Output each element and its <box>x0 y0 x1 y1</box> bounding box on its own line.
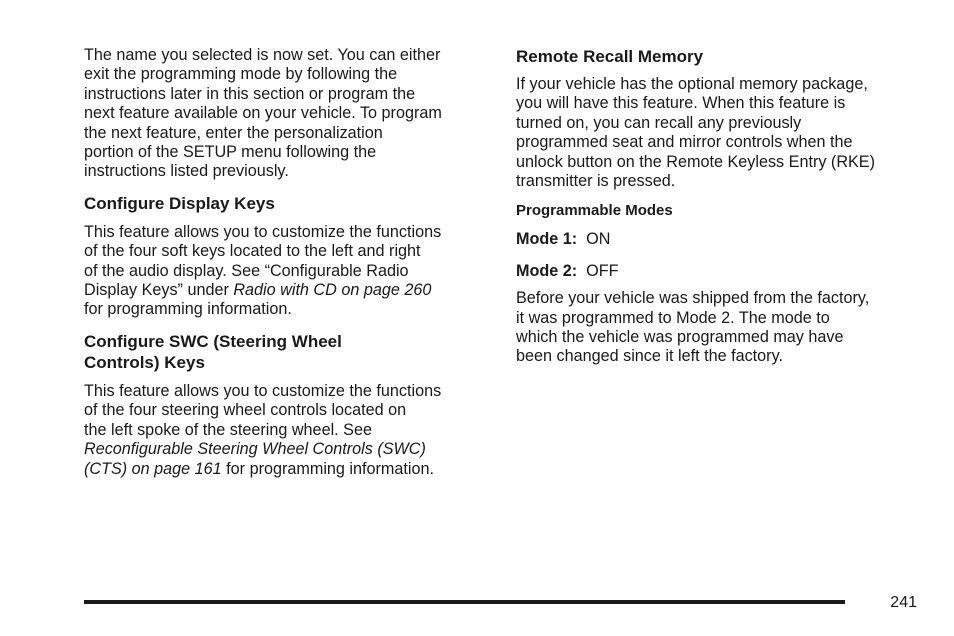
closing-line: Before your vehicle was shipped from the factory, <box>516 289 870 308</box>
mode-2-label: Mode 2: <box>516 261 578 280</box>
swc-reference-link[interactable]: Reconfigurable Steering Wheel Controls (SWC) <box>84 440 426 459</box>
swc-keys-line: the left spoke of the steering wheel. See <box>84 420 372 439</box>
intro-line: The name you selected is now set. You can either <box>84 46 441 64</box>
intro-line: instructions later in this section or program the <box>84 84 416 103</box>
footer-rule <box>84 600 845 604</box>
swc-keys-line: This feature allows you to customize the functions <box>84 381 442 400</box>
mode-1-value: ON <box>586 230 611 249</box>
mode-1-label: Mode 1: <box>516 230 578 249</box>
remote-recall-line: transmitter is pressed. <box>516 172 676 191</box>
remote-recall-line: programmed seat and mirror controls when the <box>516 133 853 152</box>
swc-reference-link-page[interactable]: (CTS) on page 161 <box>84 459 222 478</box>
heading-remote-recall-memory: Remote Recall Memory <box>516 47 704 66</box>
display-keys-line: This feature allows you to customize the functions <box>84 222 442 241</box>
closing-line: been changed since it left the factory. <box>516 347 783 366</box>
intro-paragraph <box>84 46 486 182</box>
intro-line: portion of the SETUP menu following the <box>84 143 377 162</box>
left-column <box>84 46 486 479</box>
remote-recall-line: you will have this feature. When this feature is <box>516 94 846 113</box>
display-keys-line: of the four soft keys located to the left and right <box>84 242 421 261</box>
swc-keys-line: for programming information. <box>221 459 435 478</box>
closing-paragraph <box>516 289 918 367</box>
display-keys-line: of the audio display. See “Configurable Radio <box>84 261 409 280</box>
intro-line: the next feature, enter the personalization <box>84 123 383 142</box>
heading-configure-display-keys: Configure Display Keys <box>84 193 275 213</box>
intro-line: instructions listed previously. <box>84 162 289 181</box>
remote-recall-paragraph <box>516 75 918 191</box>
heading-line: Configure SWC (Steering Wheel <box>84 331 342 351</box>
closing-line: it was programmed to Mode 2. The mode to <box>516 308 830 327</box>
swc-keys-line: of the four steering wheel controls located on <box>84 401 407 420</box>
mode-1-line <box>516 230 918 249</box>
page-number: 241 <box>890 594 917 611</box>
mode-2-line <box>516 262 918 281</box>
remote-recall-line: unlock button on the Remote Keyless Entry (RKE) <box>516 152 875 171</box>
radio-cd-reference-link[interactable]: Radio with CD on page 260 <box>233 281 432 300</box>
intro-line: next feature available on your vehicle. To program <box>84 104 442 123</box>
display-keys-paragraph <box>84 223 486 320</box>
heading-line: Controls) Keys <box>84 352 205 372</box>
display-keys-line: for programming information. <box>84 300 292 319</box>
mode-2-value: OFF <box>586 261 619 280</box>
display-keys-line: Display Keys” under <box>84 281 234 300</box>
closing-line: which the vehicle was programmed may have <box>516 328 844 347</box>
intro-line: exit the programming mode by following the <box>84 65 398 84</box>
remote-recall-line: turned on, you can recall any previously <box>516 113 802 132</box>
heading-programmable-modes: Programmable Modes <box>516 202 673 220</box>
swc-keys-paragraph <box>84 382 486 479</box>
heading-configure-swc-keys <box>84 331 486 373</box>
remote-recall-line: If your vehicle has the optional memory package, <box>516 75 868 93</box>
right-column <box>516 46 918 367</box>
